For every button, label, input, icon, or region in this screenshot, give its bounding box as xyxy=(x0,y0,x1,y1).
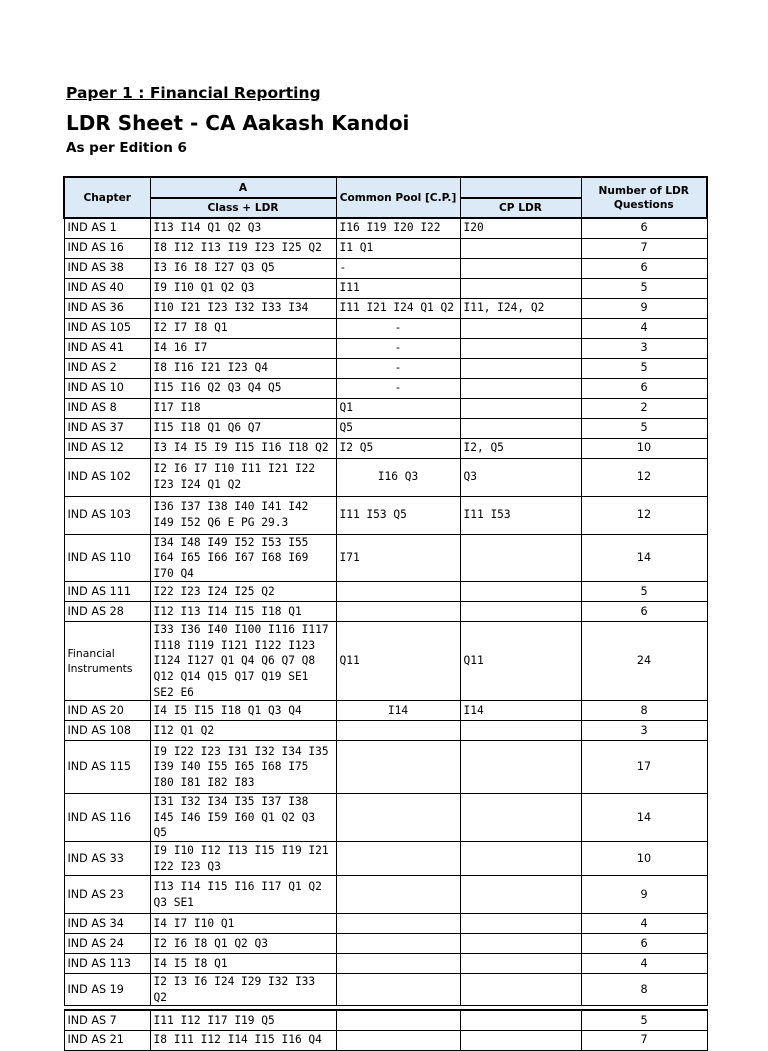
cp-ldr-cell xyxy=(460,318,581,338)
common-pool-cell xyxy=(336,741,460,794)
table-row xyxy=(64,398,707,418)
chapter-cell: IND AS 111 xyxy=(64,582,150,602)
common-pool-cell: - xyxy=(336,338,460,358)
chapter-cell: Financial Instruments xyxy=(64,622,150,701)
cp-ldr-cell xyxy=(460,1030,581,1050)
cp-ldr-cell xyxy=(460,534,581,582)
cp-ldr-cell: I11, I24, Q2 xyxy=(460,298,581,318)
class-ldr-cell: I4 I7 I10 Q1 xyxy=(150,914,336,934)
table-row xyxy=(64,954,707,974)
class-ldr-cell: I10 I21 I23 I32 I33 I34 xyxy=(150,298,336,318)
common-pool-cell xyxy=(336,602,460,622)
cp-ldr-cell: I2, Q5 xyxy=(460,438,581,458)
cp-ldr-cell xyxy=(460,378,581,398)
class-ldr-cell: I8 I16 I21 I23 Q4 xyxy=(150,358,336,378)
question-count-cell: 10 xyxy=(581,842,707,876)
chapter-cell: IND AS 16 xyxy=(64,238,150,258)
class-ldr-cell: I8 I12 I13 I19 I23 I25 Q2 xyxy=(150,238,336,258)
common-pool-cell xyxy=(336,934,460,954)
question-count-cell: 6 xyxy=(581,602,707,622)
class-ldr-cell: I12 I13 I14 I15 I18 Q1 xyxy=(150,602,336,622)
class-ldr-cell: I9 I10 I12 I13 I15 I19 I21 I22 I23 Q3 xyxy=(150,842,336,876)
table-row xyxy=(64,238,707,258)
question-count-cell: 5 xyxy=(581,1010,707,1030)
question-count-cell: 9 xyxy=(581,298,707,318)
chapter-cell: IND AS 7 xyxy=(64,1010,150,1030)
chapter-cell: IND AS 33 xyxy=(64,842,150,876)
common-pool-cell: I16 Q3 xyxy=(336,458,460,496)
table-row xyxy=(64,602,707,622)
cp-ldr-cell xyxy=(460,278,581,298)
class-ldr-cell: I15 I16 Q2 Q3 Q4 Q5 xyxy=(150,378,336,398)
class-ldr-cell: I12 Q1 Q2 xyxy=(150,721,336,741)
common-pool-cell xyxy=(336,794,460,842)
header-class-ldr: Class + LDR xyxy=(150,198,336,218)
cp-ldr-cell xyxy=(460,914,581,934)
common-pool-cell: Q5 xyxy=(336,418,460,438)
chapter-cell: IND AS 1 xyxy=(64,218,150,238)
question-count-cell: 12 xyxy=(581,496,707,534)
cp-ldr-cell xyxy=(460,842,581,876)
cp-ldr-cell xyxy=(460,1010,581,1030)
common-pool-cell xyxy=(336,914,460,934)
table-row xyxy=(64,458,707,496)
question-count-cell: 4 xyxy=(581,954,707,974)
table-row xyxy=(64,741,707,794)
cp-ldr-cell xyxy=(460,954,581,974)
question-count-cell: 2 xyxy=(581,398,707,418)
table-row xyxy=(64,338,707,358)
class-ldr-cell: I4 16 I7 xyxy=(150,338,336,358)
cp-ldr-cell: Q11 xyxy=(460,622,581,701)
common-pool-cell xyxy=(336,876,460,914)
question-count-cell: 6 xyxy=(581,934,707,954)
question-count-cell: 7 xyxy=(581,1030,707,1050)
class-ldr-cell: I2 I7 I8 Q1 xyxy=(150,318,336,338)
class-ldr-cell: I33 I36 I40 I100 I116 I117 I118 I119 I121 I122 I123 I124 I127 Q1 Q4 Q6 Q7 Q8 Q12 Q14 Q15 Q17 Q19 SE1 SE2 E6 xyxy=(150,622,336,701)
cp-ldr-cell xyxy=(460,602,581,622)
class-ldr-cell: I4 I5 I15 I18 Q1 Q3 Q4 xyxy=(150,701,336,721)
class-ldr-cell: I9 I22 I23 I31 I32 I34 I35 I39 I40 I55 I65 I68 I75 I80 I81 I82 I83 xyxy=(150,741,336,794)
chapter-cell: IND AS 41 xyxy=(64,338,150,358)
common-pool-cell xyxy=(336,974,460,1006)
cp-ldr-cell: I11 I53 xyxy=(460,496,581,534)
chapter-cell: IND AS 40 xyxy=(64,278,150,298)
question-count-cell: 6 xyxy=(581,218,707,238)
header-a: A xyxy=(150,177,336,198)
question-count-cell: 6 xyxy=(581,258,707,278)
edition-note: As per Edition 6 xyxy=(66,140,187,156)
chapter-cell: IND AS 38 xyxy=(64,258,150,278)
table-row xyxy=(64,934,707,954)
common-pool-cell: I1 Q1 xyxy=(336,238,460,258)
question-count-cell: 9 xyxy=(581,876,707,914)
table-row xyxy=(64,378,707,398)
table-row xyxy=(64,318,707,338)
common-pool-cell: I16 I19 I20 I22 xyxy=(336,218,460,238)
table-row xyxy=(64,582,707,602)
chapter-cell: IND AS 115 xyxy=(64,741,150,794)
common-pool-cell: - xyxy=(336,358,460,378)
question-count-cell: 5 xyxy=(581,582,707,602)
cp-ldr-cell: Q3 xyxy=(460,458,581,496)
question-count-cell: 14 xyxy=(581,534,707,582)
chapter-cell: IND AS 110 xyxy=(64,534,150,582)
question-count-cell: 6 xyxy=(581,378,707,398)
question-count-cell: 4 xyxy=(581,318,707,338)
table-row xyxy=(64,438,707,458)
chapter-cell: IND AS 23 xyxy=(64,876,150,914)
cp-ldr-cell xyxy=(460,338,581,358)
common-pool-cell: I11 I21 I24 Q1 Q2 xyxy=(336,298,460,318)
common-pool-cell: Q11 xyxy=(336,622,460,701)
chapter-cell: IND AS 28 xyxy=(64,602,150,622)
class-ldr-cell: I13 I14 I15 I16 I17 Q1 Q2 Q3 SE1 xyxy=(150,876,336,914)
cp-ldr-cell xyxy=(460,418,581,438)
common-pool-cell xyxy=(336,1010,460,1030)
common-pool-cell xyxy=(336,842,460,876)
chapter-cell: IND AS 37 xyxy=(64,418,150,438)
chapter-cell: IND AS 19 xyxy=(64,974,150,1006)
common-pool-cell: I11 I53 Q5 xyxy=(336,496,460,534)
common-pool-cell: - xyxy=(336,378,460,398)
cp-ldr-cell xyxy=(460,974,581,1006)
chapter-cell: IND AS 108 xyxy=(64,721,150,741)
table-row xyxy=(64,842,707,876)
cp-ldr-cell xyxy=(460,398,581,418)
cp-ldr-cell xyxy=(460,741,581,794)
cp-ldr-cell: I14 xyxy=(460,701,581,721)
common-pool-cell: - xyxy=(336,258,460,278)
class-ldr-cell: I3 I6 I8 I27 Q3 Q5 xyxy=(150,258,336,278)
chapter-cell: IND AS 103 xyxy=(64,496,150,534)
question-count-cell: 5 xyxy=(581,278,707,298)
class-ldr-cell: I3 I4 I5 I9 I15 I16 I18 Q2 xyxy=(150,438,336,458)
class-ldr-cell: I11 I12 I17 I19 Q5 xyxy=(150,1010,336,1030)
chapter-cell: IND AS 113 xyxy=(64,954,150,974)
cp-ldr-cell xyxy=(460,794,581,842)
class-ldr-cell: I13 I14 Q1 Q2 Q3 xyxy=(150,218,336,238)
cp-ldr-cell xyxy=(460,721,581,741)
question-count-cell: 14 xyxy=(581,794,707,842)
chapter-cell: IND AS 34 xyxy=(64,914,150,934)
table-row xyxy=(64,701,707,721)
chapter-cell: IND AS 10 xyxy=(64,378,150,398)
common-pool-cell xyxy=(336,721,460,741)
table-row xyxy=(64,218,707,238)
cp-ldr-cell xyxy=(460,238,581,258)
cp-ldr-cell xyxy=(460,934,581,954)
class-ldr-cell: I9 I10 Q1 Q2 Q3 xyxy=(150,278,336,298)
chapter-cell: IND AS 24 xyxy=(64,934,150,954)
paper-heading: Paper 1 : Financial Reporting xyxy=(66,84,321,102)
header-chapter: Chapter xyxy=(64,177,150,218)
table-row xyxy=(64,876,707,914)
table-row xyxy=(64,496,707,534)
common-pool-cell xyxy=(336,954,460,974)
table-row xyxy=(64,622,707,701)
header-cp-ldr: CP LDR xyxy=(460,198,581,218)
table-row xyxy=(64,258,707,278)
chapter-cell: IND AS 21 xyxy=(64,1030,150,1050)
common-pool-cell: Q1 xyxy=(336,398,460,418)
common-pool-cell xyxy=(336,1030,460,1050)
class-ldr-cell: I17 I18 xyxy=(150,398,336,418)
table-row xyxy=(64,1010,707,1030)
class-ldr-cell: I4 I5 I8 Q1 xyxy=(150,954,336,974)
chapter-cell: IND AS 105 xyxy=(64,318,150,338)
chapter-cell: IND AS 20 xyxy=(64,701,150,721)
class-ldr-cell: I31 I32 I34 I35 I37 I38 I45 I46 I59 I60 Q1 Q2 Q3 Q5 xyxy=(150,794,336,842)
question-count-cell: 5 xyxy=(581,418,707,438)
chapter-cell: IND AS 102 xyxy=(64,458,150,496)
cp-ldr-cell xyxy=(460,582,581,602)
class-ldr-cell: I15 I18 Q1 Q6 Q7 xyxy=(150,418,336,438)
common-pool-cell: I2 Q5 xyxy=(336,438,460,458)
chapter-cell: IND AS 12 xyxy=(64,438,150,458)
header-common-pool: Common Pool [C.P.] xyxy=(336,177,460,218)
question-count-cell: 5 xyxy=(581,358,707,378)
question-count-cell: 7 xyxy=(581,238,707,258)
ldr-table xyxy=(63,176,708,1051)
table-row xyxy=(64,358,707,378)
common-pool-cell: I11 xyxy=(336,278,460,298)
chapter-cell: IND AS 8 xyxy=(64,398,150,418)
class-ldr-cell: I36 I37 I38 I40 I41 I42 I49 I52 Q6 E PG 29.3 xyxy=(150,496,336,534)
chapter-cell: IND AS 36 xyxy=(64,298,150,318)
question-count-cell: 10 xyxy=(581,438,707,458)
class-ldr-cell: I22 I23 I24 I25 Q2 xyxy=(150,582,336,602)
header-cp-ldr-top xyxy=(460,177,581,198)
table-body xyxy=(64,218,707,1050)
class-ldr-cell: I2 I3 I6 I24 I29 I32 I33 Q2 xyxy=(150,974,336,1006)
header-question-count: Number of LDR Questions xyxy=(581,177,707,218)
chapter-cell: IND AS 116 xyxy=(64,794,150,842)
table-row xyxy=(64,534,707,582)
table-row xyxy=(64,794,707,842)
question-count-cell: 8 xyxy=(581,974,707,1006)
common-pool-cell: I14 xyxy=(336,701,460,721)
common-pool-cell: I71 xyxy=(336,534,460,582)
sheet-title: LDR Sheet - CA Aakash Kandoi xyxy=(66,111,410,135)
class-ldr-cell: I2 I6 I7 I10 I11 I21 I22 I23 I24 Q1 Q2 xyxy=(150,458,336,496)
cp-ldr-cell xyxy=(460,358,581,378)
cp-ldr-cell xyxy=(460,258,581,278)
table-row xyxy=(64,1030,707,1050)
class-ldr-cell: I8 I11 I12 I14 I15 I16 Q4 xyxy=(150,1030,336,1050)
table-row xyxy=(64,418,707,438)
chapter-cell: IND AS 2 xyxy=(64,358,150,378)
question-count-cell: 8 xyxy=(581,701,707,721)
class-ldr-cell: I2 I6 I8 Q1 Q2 Q3 xyxy=(150,934,336,954)
class-ldr-cell: I34 I48 I49 I52 I53 I55 I64 I65 I66 I67 I68 I69 I70 Q4 xyxy=(150,534,336,582)
cp-ldr-cell: I20 xyxy=(460,218,581,238)
table-header xyxy=(64,177,707,218)
cp-ldr-cell xyxy=(460,876,581,914)
table-row xyxy=(64,721,707,741)
question-count-cell: 24 xyxy=(581,622,707,701)
table-row xyxy=(64,298,707,318)
question-count-cell: 3 xyxy=(581,721,707,741)
question-count-cell: 12 xyxy=(581,458,707,496)
common-pool-cell: - xyxy=(336,318,460,338)
table-row xyxy=(64,974,707,1006)
question-count-cell: 4 xyxy=(581,914,707,934)
question-count-cell: 17 xyxy=(581,741,707,794)
table-row xyxy=(64,914,707,934)
table-row xyxy=(64,278,707,298)
common-pool-cell xyxy=(336,582,460,602)
question-count-cell: 3 xyxy=(581,338,707,358)
